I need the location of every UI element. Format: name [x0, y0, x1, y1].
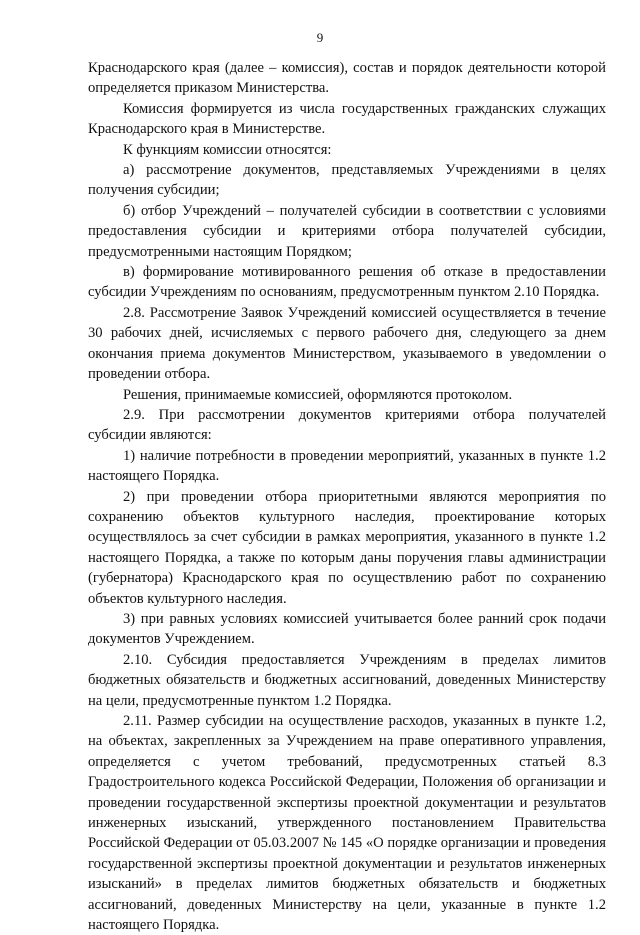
- paragraph-2-9: 2.9. При рассмотрении документов критериями отбора получателей субсидии являются:: [88, 406, 606, 444]
- paragraph-criterion-1: 1) наличие потребности в проведении мероприятий, указанных в пункте 1.2 настоящего Порядка.: [88, 447, 606, 485]
- paragraph-commission-intro: Краснодарского края (далее – комиссия), состав и порядок деятельности которой определяется приказом Министерства.: [88, 60, 606, 97]
- paragraph-function-b: б) отбор Учреждений – получателей субсидии в соответствии с условиями предоставления субсидии и критериями отбора получателей субсидии, предусмотренными настоящим Порядком;: [88, 202, 606, 260]
- paragraph-function-c: в) формирование мотивированного решения об отказе в предоставлении субсидии Учреждениям по основаниям, предусмотренным пунктом 2.10 Порядка.: [88, 264, 606, 301]
- paragraph-criterion-3: 3) при равных условиях комиссией учитывается более ранний срок подачи документов Учреждением.: [88, 610, 606, 648]
- document-body: [88, 58, 606, 935]
- paragraph-2-8: 2.8. Рассмотрение Заявок Учреждений комиссией осуществляется в течение 30 рабочих дней, исчисляемых с первого рабочего дня, следующего за днем окончания приема документов Министерством, указываемого в уведомлении о проведении отбора.: [88, 304, 606, 383]
- paragraph-decisions: Решения, принимаемые комиссией, оформляются протоколом.: [123, 386, 513, 403]
- paragraph-function-a: а) рассмотрение документов, представляемых Учреждениями в целях получения субсидии;: [88, 162, 606, 199]
- page-number: 9: [316, 30, 324, 45]
- paragraph-commission-formation: Комиссия формируется из числа государственных гражданских служащих Краснодарского края в Министерстве.: [88, 100, 606, 138]
- paragraph-2-11: 2.11. Размер субсидии на осуществление расходов, указанных в пункте 1.2, на объектах, закрепленных за Учреждением на праве оперативного управления, определяется с учетом требований, предусмотренных статьей 8.3 Градостроительного кодекса Российской Федерации, Положения об организации и проведении государственной экспертизы проектной документации и результатов инженерных изысканий, утвержденного постановлением Правительства Российской Федерации от 05.03.2007 № 145 «О порядке организации и проведения государственной экспертизы проектной документации и результатов инженерных изысканий» в пределах лимитов бюджетных обязательств и бюджетных ассигнований, доведенных Министерству на цели, указанные в пункте 1.2 настоящего Порядка.: [88, 713, 606, 934]
- paragraph-functions-heading: К функциям комиссии относятся:: [123, 141, 332, 158]
- paragraph-criterion-2: 2) при проведении отбора приоритетными являются мероприятия по сохранению объектов культурного наследия, проектирование которых осуществлялось за счет субсидии в рамках мероприятия, указанного в пункте 1.2 настоящего Порядка, а также по которым даны поручения главы администрации (губернатора) Краснодарского края по осуществлению работ по сохранению объектов культурного наследия.: [88, 488, 606, 607]
- paragraph-2-10: 2.10. Субсидия предоставляется Учреждениям в пределах лимитов бюджетных обязательств и бюджетных ассигнований, доведенных Министерству на цели, предусмотренные пунктом 1.2 Порядка.: [88, 651, 606, 709]
